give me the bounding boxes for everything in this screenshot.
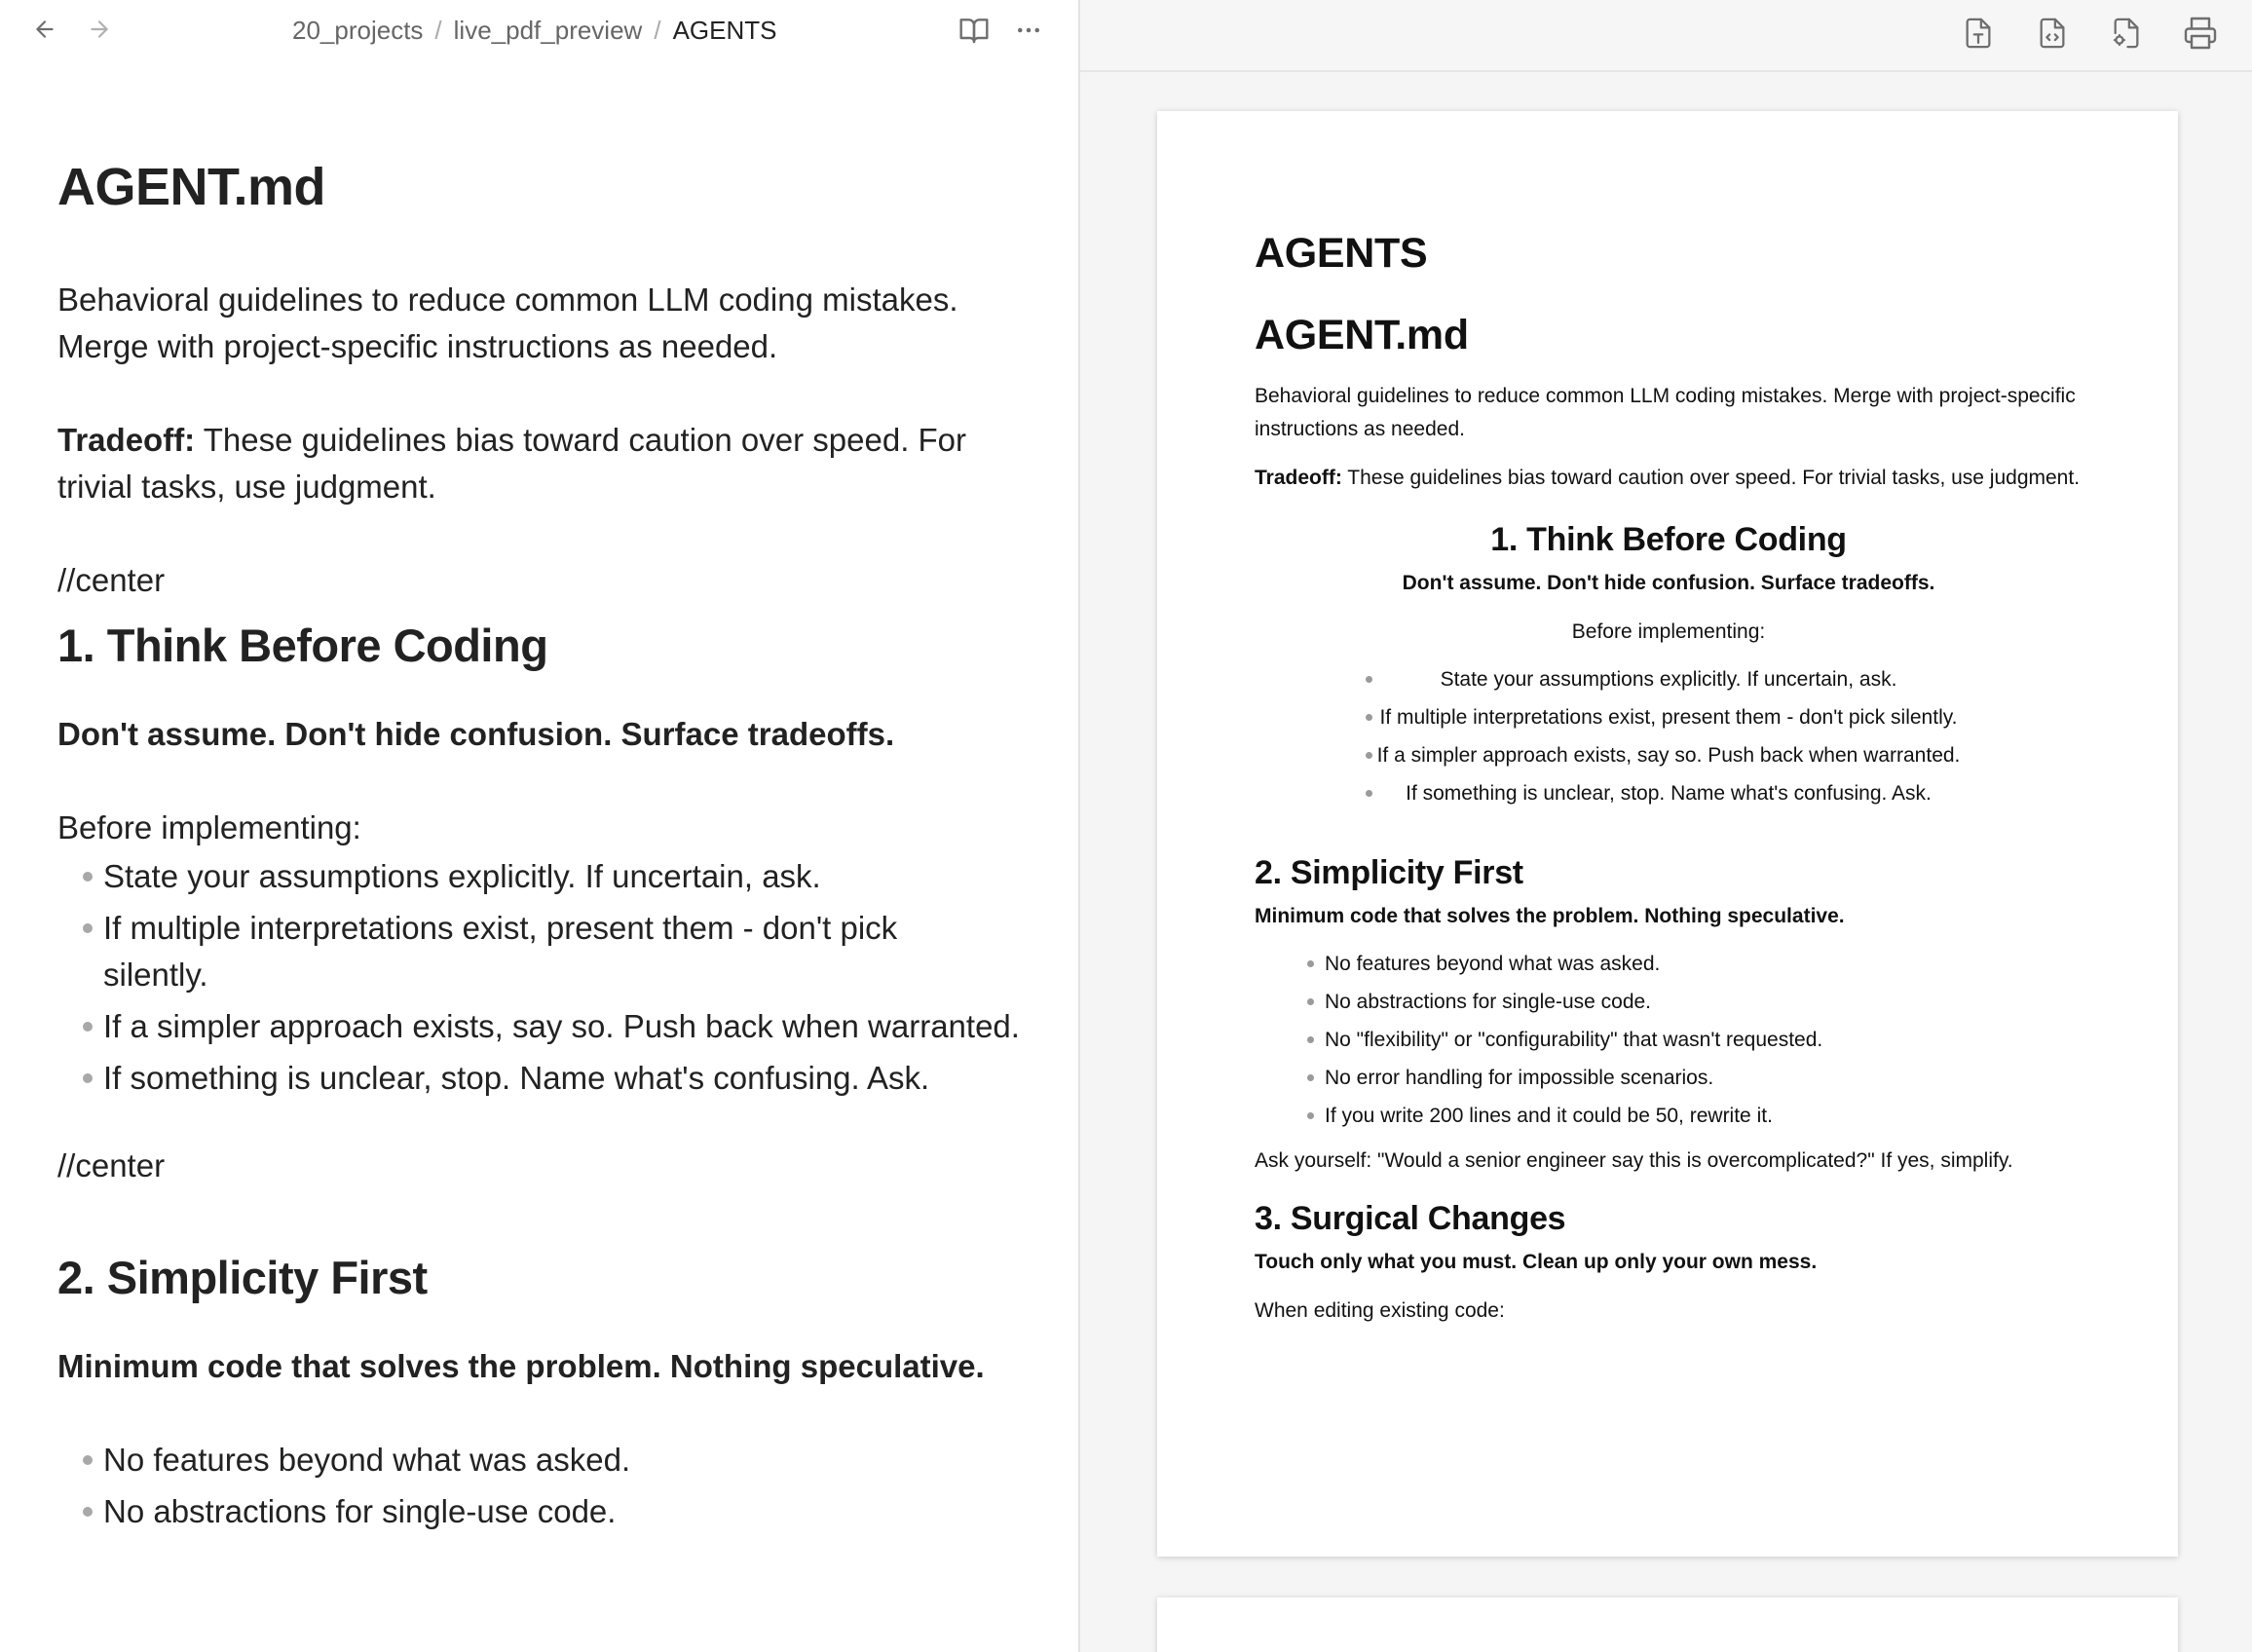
editor-section-1-lead: Before implementing: xyxy=(57,809,361,845)
arrow-left-icon xyxy=(32,17,57,42)
file-code-icon xyxy=(2036,16,2069,51)
list-item: If something is unclear, stop. Name what's confusing. Ask. xyxy=(57,1055,1022,1102)
editor-tradeoff-paragraph xyxy=(57,417,1022,510)
export-settings-button[interactable] xyxy=(2103,12,2150,55)
preview-toolbar xyxy=(1080,0,2252,72)
list-item: No "flexibility" or "configurability" that wasn't requested. xyxy=(1255,1021,2083,1059)
editor-tradeoff-label: Tradeoff: xyxy=(57,422,196,458)
pdf-heading-section-2: 2. Simplicity First xyxy=(1255,854,1523,891)
editor-section-1-subtitle: Don't assume. Don't hide confusion. Surface tradeoffs. xyxy=(57,716,895,752)
list-item: State your assumptions explicitly. If uncertain, ask. xyxy=(1255,660,2083,698)
editor-heading-title: AGENT.md xyxy=(57,158,326,216)
breadcrumb xyxy=(292,14,776,47)
pdf-section-1-list xyxy=(1255,660,2083,812)
more-options-button[interactable] xyxy=(1009,12,1048,49)
list-item: No abstractions for single-use code. xyxy=(57,1488,1022,1535)
list-item: No features beyond what was asked. xyxy=(57,1437,1022,1483)
pdf-tradeoff-text: These guidelines bias toward caution over speed. For trivial tasks, use judgment. xyxy=(1341,467,2081,489)
editor-header xyxy=(0,0,1078,60)
breadcrumb-current-file[interactable]: AGENTS xyxy=(672,15,777,45)
print-button[interactable] xyxy=(2177,12,2224,55)
list-item: No features beyond what was asked. xyxy=(1255,945,2083,983)
breadcrumb-folder-live-pdf-preview[interactable]: live_pdf_preview xyxy=(453,15,643,45)
editor-heading-section-2: 2. Simplicity First xyxy=(57,1252,428,1303)
editor-heading-section-1: 1. Think Before Coding xyxy=(57,620,548,671)
editor-content[interactable] xyxy=(57,156,1022,1540)
editor-intro-paragraph: Behavioral guidelines to reduce common LLM coding mistakes. Merge with project-specific instructions as needed. xyxy=(57,282,958,364)
pdf-heading-section-3: 3. Surgical Changes xyxy=(1255,1200,1566,1237)
list-item: If something is unclear, stop. Name what's confusing. Ask. xyxy=(1255,774,2083,812)
editor-center-directive: //center xyxy=(57,1147,166,1183)
pdf-heading-section-1: 1. Think Before Coding xyxy=(1490,521,1847,558)
pdf-page xyxy=(1157,1597,2178,1652)
editor-tradeoff-text: These guidelines bias toward caution over speed. For trivial tasks, use judgment. xyxy=(57,422,967,505)
pdf-section-2-list xyxy=(1255,945,2083,1135)
pdf-section-1-lead: Before implementing: xyxy=(1571,620,1766,643)
pdf-heading-title: AGENT.md xyxy=(1255,312,1469,358)
list-item: If you write 200 lines and it could be 50, rewrite it. xyxy=(1255,1097,2083,1135)
list-item: If a simpler approach exists, say so. Push back when warranted. xyxy=(1255,736,2083,774)
editor-section-1-list xyxy=(57,853,1022,1102)
file-type-icon xyxy=(1962,16,1995,51)
editor-pane xyxy=(0,0,1078,1652)
reading-view-button[interactable] xyxy=(955,12,994,49)
editor-center-directive: //center xyxy=(57,562,166,598)
pdf-section-1-subtitle: Don't assume. Don't hide confusion. Surface tradeoffs. xyxy=(1402,572,1935,594)
file-cog-icon xyxy=(2110,16,2143,51)
more-horizontal-icon xyxy=(1014,16,1043,45)
pdf-section-3-lead: When editing existing code: xyxy=(1255,1299,1505,1322)
pdf-page xyxy=(1157,111,2178,1557)
list-item: If a simpler approach exists, say so. Push back when warranted. xyxy=(57,1003,1022,1050)
back-button[interactable] xyxy=(27,12,62,47)
list-item: State your assumptions explicitly. If uncertain, ask. xyxy=(57,853,1022,900)
pdf-intro-paragraph: Behavioral guidelines to reduce common LLM coding mistakes. Merge with project-specific instructions as needed. xyxy=(1255,385,2076,440)
pdf-preview-pane xyxy=(1080,0,2252,1652)
export-html-button[interactable] xyxy=(2029,12,2076,55)
forward-button[interactable] xyxy=(82,12,117,47)
list-item: If multiple interpretations exist, present them - don't pick silently. xyxy=(57,905,1022,998)
breadcrumb-separator: / xyxy=(434,15,442,45)
printer-icon xyxy=(2183,16,2218,51)
list-item: If multiple interpretations exist, present them - don't pick silently. xyxy=(1255,698,2083,736)
pdf-tradeoff-paragraph xyxy=(1255,462,2083,495)
breadcrumb-folder-20-projects[interactable]: 20_projects xyxy=(292,15,424,45)
export-text-button[interactable] xyxy=(1955,12,2002,55)
list-item: No abstractions for single-use code. xyxy=(1255,983,2083,1021)
breadcrumb-separator: / xyxy=(654,15,661,45)
book-open-icon xyxy=(958,15,990,46)
pdf-section-2-subtitle: Minimum code that solves the problem. Nothing speculative. xyxy=(1255,905,1845,927)
arrow-right-icon xyxy=(87,17,112,42)
editor-section-2-subtitle: Minimum code that solves the problem. Nothing speculative. xyxy=(57,1348,985,1384)
pdf-section-2-ask: Ask yourself: "Would a senior engineer say this is overcomplicated?" If yes, simplify. xyxy=(1255,1149,2013,1172)
pdf-tradeoff-label: Tradeoff: xyxy=(1255,467,1342,489)
list-item: No error handling for impossible scenarios. xyxy=(1255,1059,2083,1097)
editor-section-2-list xyxy=(57,1437,1022,1535)
pdf-page-content xyxy=(1255,228,2083,1328)
pdf-doc-title: AGENTS xyxy=(1255,230,1428,277)
pdf-section-3-subtitle: Touch only what you must. Clean up only your own mess. xyxy=(1255,1251,1818,1273)
